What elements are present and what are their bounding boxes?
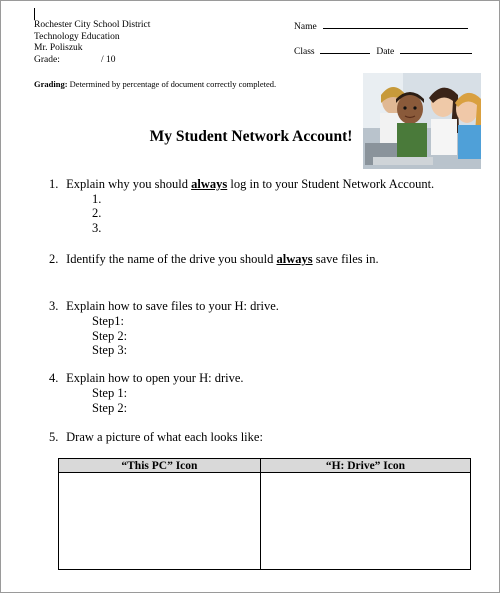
question-2-emphasis: always	[276, 252, 313, 266]
grade-label: Grade:	[34, 54, 60, 65]
text-cursor	[34, 8, 35, 20]
name-row	[294, 20, 472, 34]
grade-total: / 10	[101, 54, 116, 65]
header-right	[294, 20, 472, 58]
icon-drawing-table	[58, 458, 471, 570]
question-3-step-3: Step 3:	[92, 343, 128, 357]
name-label: Name	[294, 22, 317, 32]
name-blank[interactable]	[323, 20, 468, 29]
class-label: Class	[294, 46, 315, 57]
teacher-name: Mr. Poliszuk	[34, 43, 83, 53]
class-blank[interactable]	[320, 45, 370, 54]
question-2-text-before: Identify the name of the drive you should	[66, 252, 277, 266]
this-pc-drawing-cell[interactable]	[59, 473, 261, 570]
question-4-step-1: Step 1:	[92, 386, 128, 400]
question-1-emphasis: always	[191, 177, 228, 191]
students-at-computers-photo	[363, 73, 481, 169]
grading-label: Grading:	[34, 79, 68, 89]
question-3	[49, 299, 279, 314]
question-1-item-3: 3.	[92, 221, 102, 235]
question-2-text-after: save files in.	[312, 252, 379, 266]
question-4-text: Explain how to open your H: drive.	[66, 371, 244, 385]
question-3-step-2: Step 2:	[92, 329, 128, 343]
date-label: Date	[376, 46, 395, 57]
question-2-number: 2.	[49, 252, 59, 266]
this-pc-icon-header: “This PC” Icon	[59, 459, 261, 473]
table-row	[59, 473, 471, 570]
date-blank[interactable]	[400, 45, 472, 54]
students-photo	[363, 73, 481, 169]
question-3-step-1: Step1:	[92, 314, 124, 328]
table-header-row	[59, 459, 471, 473]
grading-note	[34, 79, 276, 89]
h-drive-drawing-cell[interactable]	[260, 473, 470, 570]
class-date-row	[294, 45, 472, 59]
h-drive-icon-header: “H: Drive” Icon	[260, 459, 470, 473]
question-5-text: Draw a picture of what each looks like:	[66, 430, 263, 444]
question-5	[49, 430, 263, 445]
grade-row	[34, 55, 150, 67]
grading-text: Determined by percentage of document correctly completed.	[69, 79, 277, 89]
question-5-number: 5.	[49, 430, 59, 444]
question-1-text-before: Explain why you should	[66, 177, 192, 191]
header-left	[34, 20, 150, 66]
question-1	[49, 177, 434, 192]
question-3-number: 3.	[49, 299, 59, 313]
question-1-item-1: 1.	[92, 192, 102, 206]
district-name: Rochester City School District	[34, 20, 151, 30]
question-3-text: Explain how to save files to your H: drive.	[66, 299, 279, 313]
question-1-text-after: log in to your Student Network Account.	[227, 177, 435, 191]
page-title: My Student Network Account!	[149, 128, 353, 145]
question-2	[49, 252, 379, 267]
question-1-item-2: 2.	[92, 206, 102, 220]
question-4-number: 4.	[49, 371, 59, 385]
question-4-step-2: Step 2:	[92, 401, 128, 415]
department-name: Technology Education	[34, 31, 120, 42]
question-4	[49, 371, 244, 386]
question-1-number: 1.	[49, 177, 59, 191]
